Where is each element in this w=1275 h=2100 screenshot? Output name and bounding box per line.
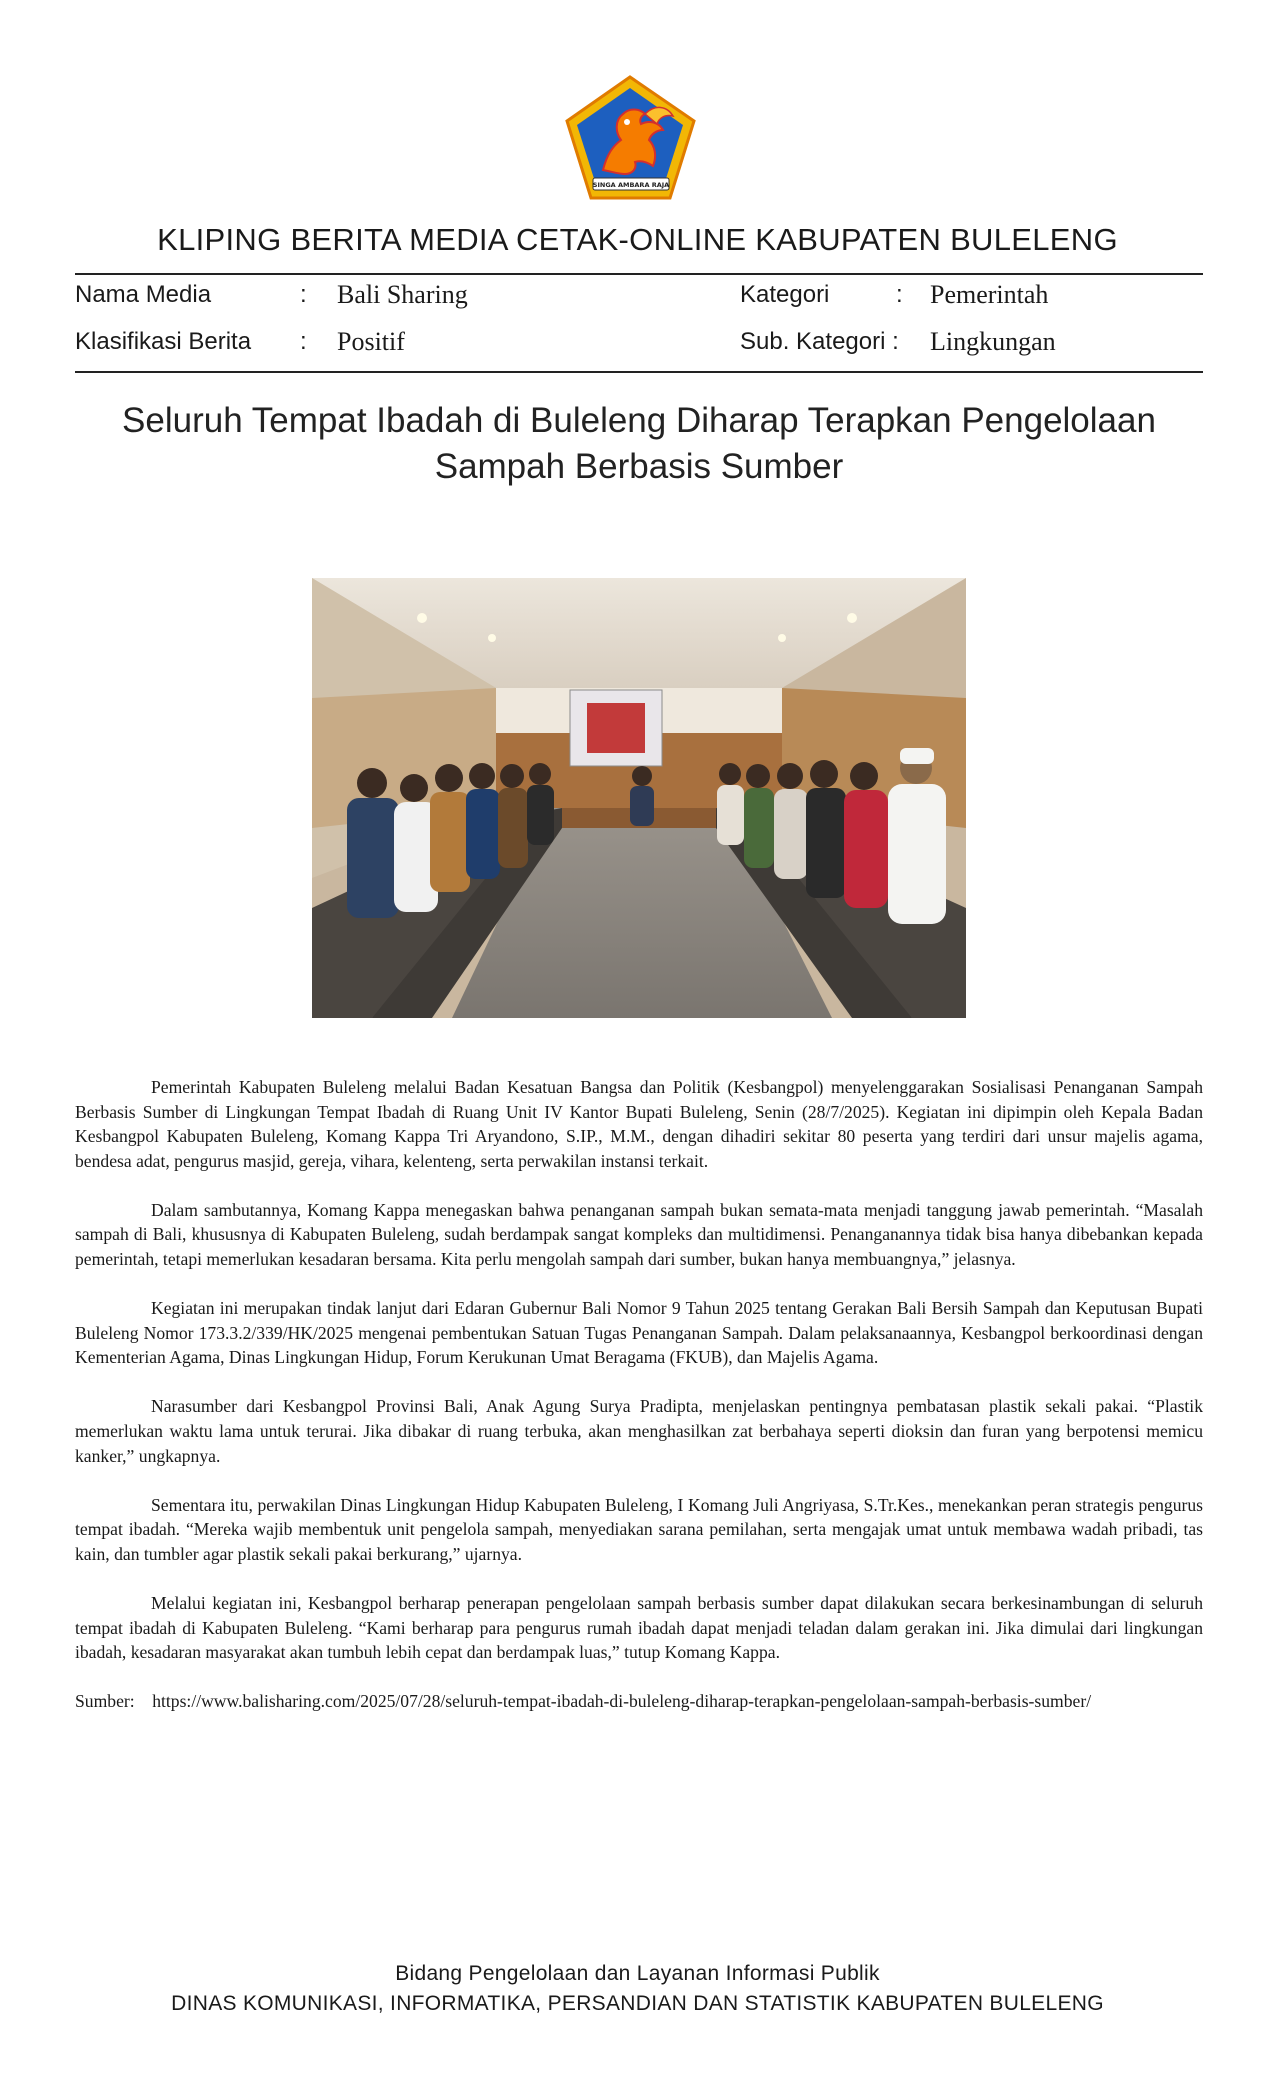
- source-label: Sumber:: [75, 1691, 135, 1712]
- category-colon: :: [896, 281, 903, 308]
- article-paragraph: Narasumber dari Kesbangpol Provinsi Bali, Anak Agung Surya Pradipta, menjelaskan pentingnya pembatasan plastik sekali pakai. “Plastik memerlukan waktu lama untuk terurai. Jika dibakar di ruang terbuka, akan menghasilkan zat berbahaya seperti dioksin dan furan yang berpotensi memicu kanker,” ungkapnya.: [75, 1396, 1203, 1466]
- article-paragraph: Sementara itu, perwakilan Dinas Lingkungan Hidup Kabupaten Buleleng, I Komang Juli Angriyasa, S.Tr.Kes., menekankan peran strategis pengurus tempat ibadah. “Mereka wajib membentuk unit pengelola sampah, menyediakan sarana pemilahan, serta mengajak umat untuk membawa wadah pribadi, tas kain, dan tumbler agar plastik sekali pakai berkurang,” ujarnya.: [75, 1494, 1203, 1564]
- news-classification-colon: :: [300, 328, 307, 355]
- media-name-label: Nama Media: [75, 281, 212, 308]
- clipping-header-title: KLIPING BERITA MEDIA CETAK-ONLINE KABUPATEN BULELENG: [157, 222, 1118, 257]
- news-classification-label: Klasifikasi Berita: [75, 328, 252, 355]
- sub-category-value: Lingkungan: [930, 327, 1056, 356]
- header-divider-bottom: [75, 371, 1203, 373]
- article-photo: [312, 578, 966, 1018]
- article-title: Seluruh Tempat Ibadah di Buleleng Diharap Terapkan Pengelolaan Sampah Berbasis Sumber: [122, 401, 1156, 486]
- news-classification-value: Positif: [337, 327, 405, 356]
- category-value: Pemerintah: [930, 280, 1049, 309]
- header-divider-top: [75, 273, 1203, 275]
- media-name-value: Bali Sharing: [337, 280, 468, 309]
- footer-agency: DINAS KOMUNIKASI, INFORMATIKA, PERSANDIAN DAN STATISTIK KABUPATEN BULELENG: [171, 1992, 1104, 2015]
- category-label: Kategori: [740, 281, 830, 308]
- footer-division: Bidang Pengelolaan dan Layanan Informasi Publik: [395, 1962, 880, 1985]
- article-paragraph: Pemerintah Kabupaten Buleleng melalui Badan Kesatuan Bangsa dan Politik (Kesbangpol) menyelenggarakan Sosialisasi Penanganan Sampah Berbasis Sumber di Lingkungan Tempat Ibadah di Ruang Unit IV Kantor Bupati Buleleng, Senin (28/7/2025). Kegiatan ini dipimpin oleh Kepala Badan Kesbangpol Kabupaten Buleleng, Komang Kappa Tri Aryandono, S.IP., M.M., dengan dihadiri sekitar 80 peserta yang terdiri dari unsur majelis agama, bendesa adat, pengurus masjid, gereja, vihara, kelenteng, serta perwakilan instansi terkait.: [75, 1077, 1203, 1171]
- article-paragraph: Melalui kegiatan ini, Kesbangpol berharap penerapan pengelolaan sampah berbasis sumber dapat dilakukan secara berkesinambungan di seluruh tempat ibadah di Kabupaten Buleleng. “Kami berharap para pengurus rumah ibadah dapat menjadi teladan dalam gerakan ini. Jika dimulai dari lingkungan ibadah, kesadaran masyarakat akan tumbuh lebih cepat dan berdampak luas,” tutup Komang Kappa.: [75, 1593, 1203, 1663]
- emblem-motto: SINGA AMBARA RAJA: [592, 181, 670, 189]
- article-paragraph: Dalam sambutannya, Komang Kappa menegaskan bahwa penanganan sampah bukan semata-mata menjadi tanggung jawab pemerintah. “Masalah sampah di Bali, khususnya di Kabupaten Buleleng, sudah berdampak sangat kompleks dan multidimensi. Penanganannya tidak bisa hanya dibebankan kepada pemerintah, tetapi memerlukan kesadaran bersama. Kita perlu mengolah sampah dari sumber, bukan hanya membuangnya,” jelasnya.: [75, 1199, 1203, 1270]
- buleleng-emblem-logo: [563, 74, 698, 202]
- source-link[interactable]: https://www.balisharing.com/2025/07/28/seluruh-tempat-ibadah-di-buleleng-diharap-terapkan-pengelolaan-sampah-berbasis-sumber/: [152, 1691, 1092, 1712]
- article-paragraph: Kegiatan ini merupakan tindak lanjut dari Edaran Gubernur Bali Nomor 9 Tahun 2025 tentang Gerakan Bali Bersih Sampah dan Keputusan Bupati Buleleng Nomor 173.3.2/339/HK/2025 mengenai pembentukan Satuan Tugas Penanganan Sampah. Dalam pelaksanaannya, Kesbangpol berkoordinasi dengan Kementerian Agama, Dinas Lingkungan Hidup, Forum Kerukunan Umat Beragama (FKUB), dan Majelis Agama.: [75, 1298, 1203, 1368]
- source-line: [75, 1689, 1203, 1714]
- sub-category-label: Sub. Kategori :: [740, 328, 899, 355]
- media-name-colon: :: [300, 281, 307, 308]
- article-body: [75, 1075, 1203, 1714]
